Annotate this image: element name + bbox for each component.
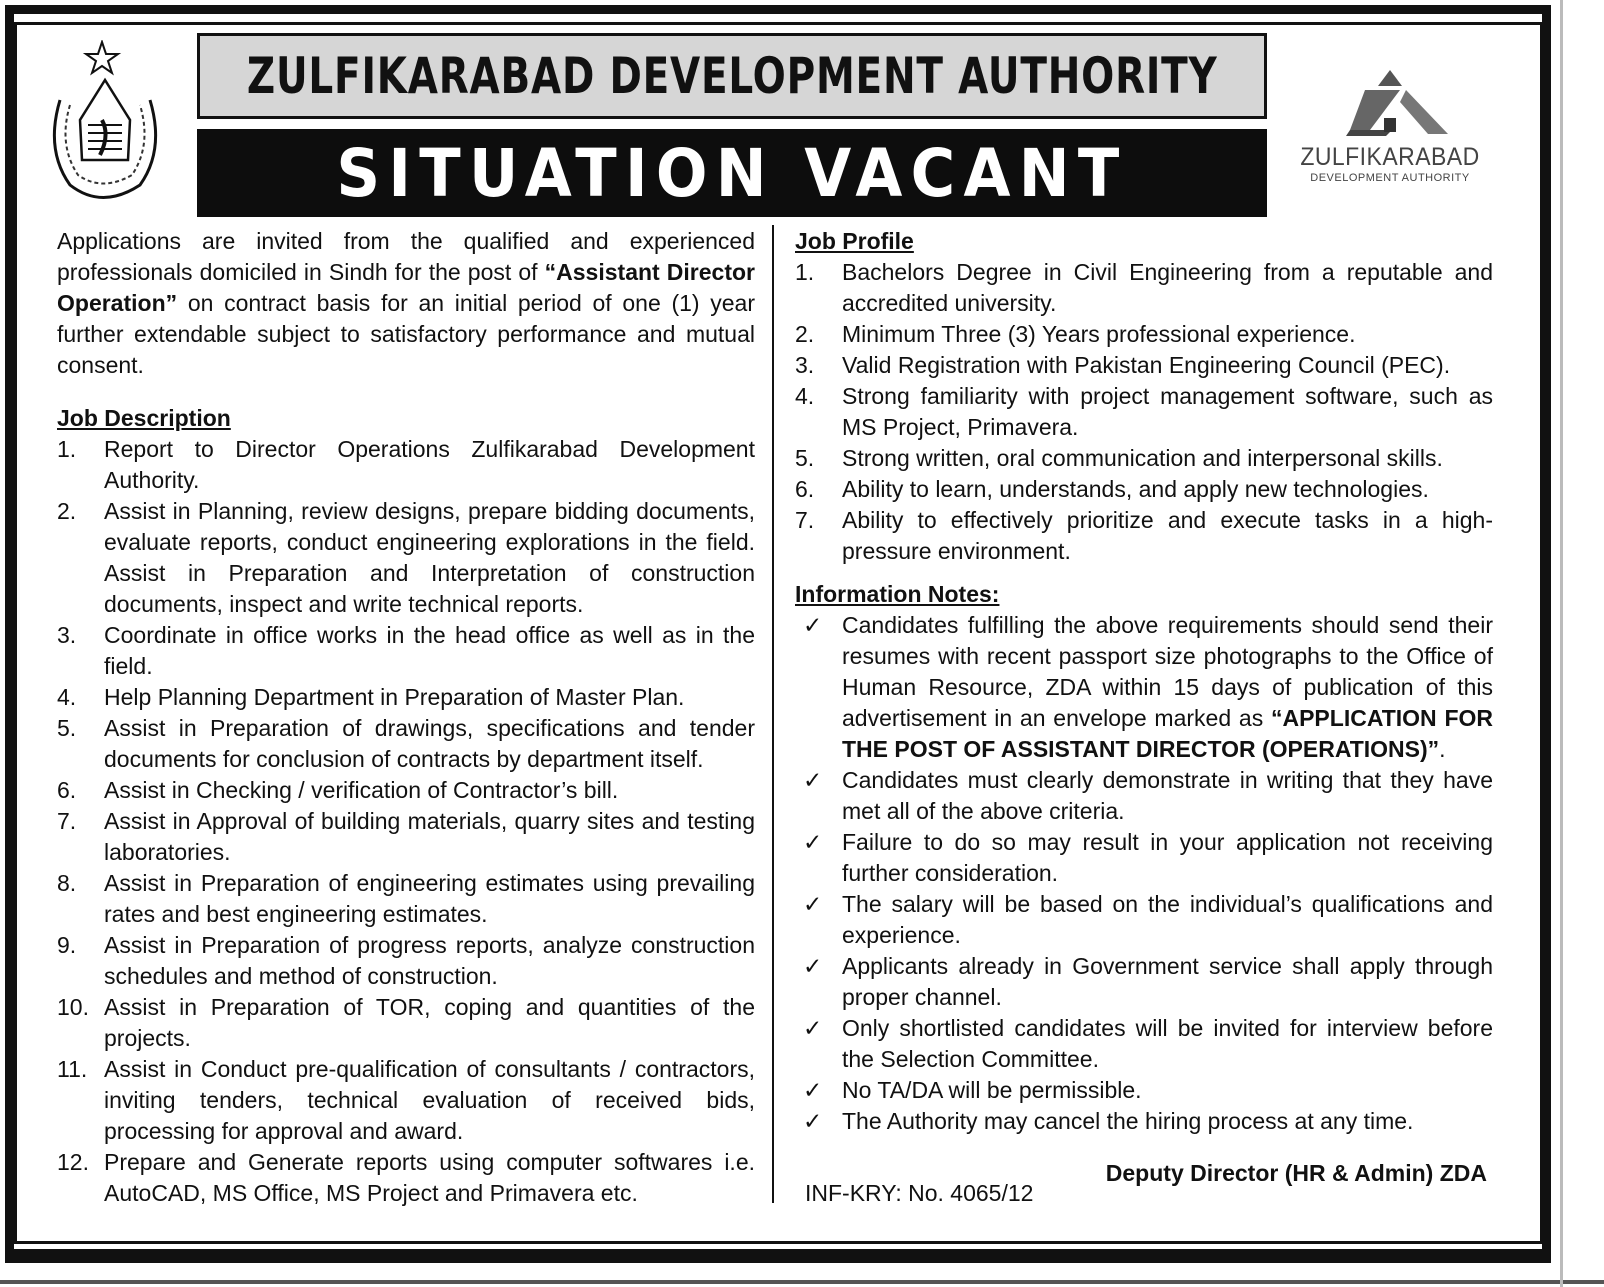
item-text: Bachelors Degree in Civil Engineering from a reputable and accredited university. <box>842 259 1493 316</box>
list-item <box>57 775 755 806</box>
reference-number: INF-KRY: No. 4065/12 <box>805 1180 1034 1206</box>
item-text: Help Planning Department in Preparation of Master Plan. <box>104 684 685 710</box>
item-text: Candidates must clearly demonstrate in writing that they have met all of the above criteria. <box>842 767 1493 824</box>
item-text: Assist in Preparation of TOR, coping and quantities of the projects. <box>104 994 755 1051</box>
check-icon: ✓ <box>803 953 823 979</box>
list-item <box>795 350 1493 381</box>
item-text: Coordinate in office works in the head office as well as in the field. <box>104 622 755 679</box>
item-text: Assist in Preparation of drawings, specifications and tender documents for conclusion of contracts by department itself. <box>104 715 755 772</box>
list-item <box>795 381 1493 443</box>
item-number: 2. <box>57 498 77 524</box>
information-notes-heading: Information Notes: <box>795 581 1000 607</box>
item-text: The Authority may cancel the hiring process at any time. <box>842 1108 1414 1134</box>
logo-name: ZULFIKARABAD <box>1300 143 1480 171</box>
item-text: Strong familiarity with project management software, such as MS Project, Primavera. <box>842 383 1493 440</box>
item-number: 7. <box>57 808 77 834</box>
list-item <box>57 620 755 682</box>
job-profile-heading: Job Profile <box>795 228 914 254</box>
item-number: 8. <box>57 870 77 896</box>
list-item <box>57 992 755 1054</box>
list-item <box>57 868 755 930</box>
item-text: Assist in Preparation of progress reports, analyze construction schedules and method of construction. <box>104 932 755 989</box>
check-icon: ✓ <box>803 1077 823 1103</box>
item-number: 4. <box>57 684 77 710</box>
item-text: Assist in Preparation of engineering estimates using prevailing rates and best engineering estimates. <box>104 870 755 927</box>
list-item <box>795 319 1493 350</box>
item-text: Assist in Approval of building materials, quarry sites and testing laboratories. <box>104 808 755 865</box>
org-title: ZULFIKARABAD DEVELOPMENT AUTHORITY <box>246 47 1218 105</box>
check-icon: ✓ <box>803 767 823 793</box>
list-item <box>795 889 1493 951</box>
item-number: 6. <box>57 777 77 803</box>
list-item <box>795 951 1493 1013</box>
item-number: 4. <box>795 383 815 409</box>
job-description-list <box>57 434 755 1209</box>
item-text: Applicants already in Government service shall apply through proper channel. <box>842 953 1493 1010</box>
check-icon: ✓ <box>803 829 823 855</box>
list-item <box>57 496 755 620</box>
list-item <box>795 505 1493 567</box>
item-text: Assist in Conduct pre-qualification of consultants / contractors, inviting tenders, technical evaluation of received bids, processing for approval and award. <box>104 1056 755 1144</box>
item-text: Only shortlisted candidates will be invited for interview before the Selection Committee. <box>842 1015 1493 1072</box>
item-text: Ability to effectively prioritize and execute tasks in a high-pressure environment. <box>842 507 1493 564</box>
zda-logo-icon <box>1320 68 1460 138</box>
logo-subtitle: DEVELOPMENT AUTHORITY <box>1310 172 1470 184</box>
item-number: 2. <box>795 321 815 347</box>
item-text: Assist in Checking / verification of Contractor’s bill. <box>104 777 619 803</box>
list-item <box>795 1075 1493 1106</box>
item-text: Ability to learn, understands, and apply new technologies. <box>842 476 1429 502</box>
org-title-box <box>197 33 1267 119</box>
note-text: Candidates fulfilling the above requirements should send their resumes with recent passport size photographs to the Office of Human Resource, ZDA within 15 days of publication of this advertisement in an envelope marked as <box>842 612 1493 731</box>
zda-logo <box>1275 68 1505 193</box>
item-text: Assist in Planning, review designs, prepare bidding documents, evaluate reports, conduct engineering explorations in the field. Assist in Preparation and Interpretation of construction documents, inspect and write technical reports. <box>104 498 755 617</box>
envelope-marking: “APPLICATION FOR THE POST OF ASSISTANT DIRECTOR (OPERATIONS)” <box>842 705 1493 762</box>
column-divider <box>772 225 774 1203</box>
item-number: 3. <box>795 352 815 378</box>
check-icon: ✓ <box>803 891 823 917</box>
list-item <box>57 1147 755 1209</box>
list-item <box>795 1013 1493 1075</box>
item-text: Minimum Three (3) Years professional experience. <box>842 321 1356 347</box>
item-number: 1. <box>795 259 815 285</box>
item-text: Valid Registration with Pakistan Engineering Council (PEC). <box>842 352 1451 378</box>
item-text: Strong written, oral communication and interpersonal skills. <box>842 445 1443 471</box>
footer <box>805 1160 1495 1210</box>
intro-text-end: on contract basis for an initial period of one (1) year further extendable subject to satisfactory performance and mutual consent. <box>57 290 755 378</box>
item-text: The salary will be based on the individual’s qualifications and experience. <box>842 891 1493 948</box>
information-notes-list <box>795 610 1493 1137</box>
list-item <box>795 474 1493 505</box>
post-title: “Assistant Director Operation” <box>57 259 755 316</box>
check-icon: ✓ <box>803 612 823 638</box>
list-item <box>57 434 755 496</box>
right-column <box>795 226 1493 1137</box>
list-item <box>57 682 755 713</box>
item-text: Failure to do so may result in your application not receiving further consideration. <box>842 829 1493 886</box>
signatory: Deputy Director (HR & Admin) ZDA <box>1105 1160 1487 1186</box>
item-text: No TA/DA will be permissible. <box>842 1077 1142 1103</box>
check-icon: ✓ <box>803 1108 823 1134</box>
job-description-heading: Job Description <box>57 405 231 431</box>
item-number: 12. <box>57 1149 89 1175</box>
item-number: 5. <box>57 715 77 741</box>
note-text-end: . <box>1439 736 1446 762</box>
left-column <box>57 226 755 1209</box>
list-item <box>57 1054 755 1147</box>
item-number: 11. <box>57 1056 88 1082</box>
check-icon: ✓ <box>803 1015 823 1041</box>
item-number: 10. <box>57 994 89 1020</box>
list-item <box>795 1106 1493 1137</box>
intro-paragraph <box>57 226 755 381</box>
sindh-seal-icon <box>40 40 175 205</box>
item-number: 9. <box>57 932 77 958</box>
list-item <box>57 806 755 868</box>
item-text: Prepare and Generate reports using computer softwares i.e. AutoCAD, MS Office, MS Project and Primavera etc. <box>104 1149 755 1206</box>
page-rule <box>0 1280 1604 1284</box>
item-number: 3. <box>57 622 77 648</box>
item-number: 6. <box>795 476 815 502</box>
item-text: Report to Director Operations Zulfikarabad Development Authority. <box>104 436 755 493</box>
banner <box>197 129 1267 217</box>
list-item <box>795 443 1493 474</box>
list-item <box>795 257 1493 319</box>
intro-text: Applications are invited from the qualified and experienced professionals domiciled in Sindh for the post of <box>57 228 755 285</box>
list-item <box>795 765 1493 827</box>
item-number: 1. <box>57 436 77 462</box>
item-number: 5. <box>795 445 815 471</box>
banner-text: SITUATION VACANT <box>336 134 1128 212</box>
note-item <box>795 610 1493 765</box>
list-item <box>57 930 755 992</box>
list-item <box>795 827 1493 889</box>
item-number: 7. <box>795 507 815 533</box>
list-item <box>57 713 755 775</box>
page-edge <box>1560 0 1563 1287</box>
job-profile-list <box>795 257 1493 567</box>
